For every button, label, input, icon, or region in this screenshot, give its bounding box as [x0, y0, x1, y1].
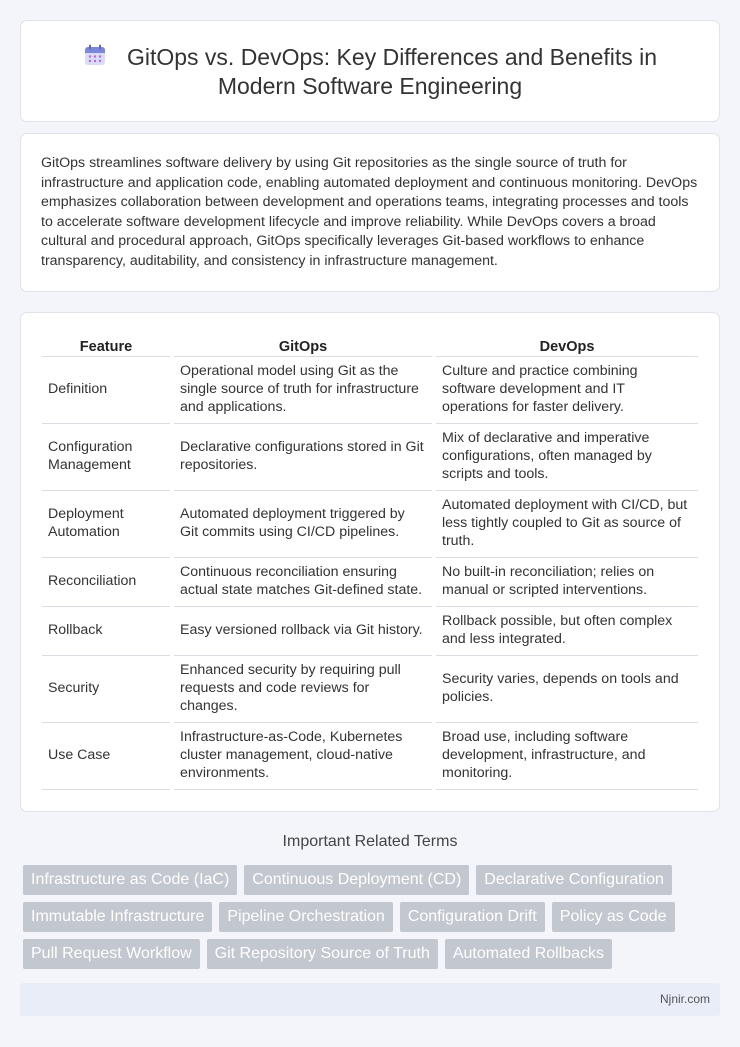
- related-terms-list: [23, 865, 723, 976]
- comparison-table: [42, 333, 698, 790]
- gitops-cell: Continuous reconciliation ensuring actual state matches Git-defined state.: [174, 558, 432, 607]
- tag-row: [23, 902, 723, 932]
- devops-cell: Culture and practice combining software development and IT operations for faster delivery.: [436, 357, 698, 424]
- feature-cell: Security: [42, 656, 170, 723]
- tag-pull-request-workflow[interactable]: Pull Request Workflow: [23, 939, 200, 969]
- table-row: [42, 723, 698, 790]
- gitops-cell: Operational model using Git as the single source of truth for infrastructure and applications.: [174, 357, 432, 424]
- tag-continuous-deployment[interactable]: Continuous Deployment (CD): [244, 865, 469, 895]
- footer-site-link[interactable]: Njnir.com: [659, 992, 710, 1006]
- table-row: [42, 607, 698, 656]
- tag-pipeline-orchestration[interactable]: Pipeline Orchestration: [219, 902, 392, 932]
- table-row: [42, 656, 698, 723]
- tag-declarative-configuration[interactable]: Declarative Configuration: [476, 865, 672, 895]
- devops-cell: Mix of declarative and imperative configurations, often managed by scripts and tools.: [436, 424, 698, 491]
- header-devops: DevOps: [436, 333, 698, 357]
- intro-paragraph: GitOps streamlines software delivery by using Git repositories as the single source of truth for infrastructure and application code, enabling automated deployment and continuous monitoring. DevOps emphasizes collaboration between development and operations teams, integrating processes and tools to accelerate software development lifecycle and improve reliability. While DevOps covers a broad cultural and procedural approach, GitOps specifically leverages Git-based workflows to enhance transparency, auditability, and consistency in infrastructure management.: [41, 155, 698, 269]
- devops-cell: Rollback possible, but often complex and less integrated.: [436, 607, 698, 656]
- tag-infrastructure-as-code[interactable]: Infrastructure as Code (IaC): [23, 865, 237, 895]
- comparison-card: [20, 312, 720, 812]
- tag-automated-rollbacks[interactable]: Automated Rollbacks: [445, 939, 612, 969]
- page-title-text: GitOps vs. DevOps: Key Differences and Benefits in Modern Software Engineering: [126, 44, 658, 99]
- feature-cell: Configuration Management: [42, 424, 170, 491]
- footer: [20, 983, 720, 1016]
- tag-row: [23, 865, 723, 895]
- feature-cell: Reconciliation: [42, 558, 170, 607]
- devops-cell: Broad use, including software development, infrastructure, and monitoring.: [436, 723, 698, 790]
- title-card: [20, 20, 720, 122]
- page-title: [61, 43, 679, 101]
- calendar-icon: [83, 43, 107, 67]
- devops-cell: Automated deployment with CI/CD, but less tightly coupled to Git as source of truth.: [436, 491, 698, 558]
- tag-configuration-drift[interactable]: Configuration Drift: [400, 902, 545, 932]
- feature-cell: Deployment Automation: [42, 491, 170, 558]
- tag-row: [23, 939, 723, 969]
- table-row: [42, 491, 698, 558]
- header-feature: Feature: [42, 333, 170, 357]
- feature-cell: Use Case: [42, 723, 170, 790]
- header-gitops: GitOps: [174, 333, 432, 357]
- gitops-cell: Declarative configurations stored in Git repositories.: [174, 424, 432, 491]
- table-row: [42, 357, 698, 424]
- devops-cell: No built-in reconciliation; relies on manual or scripted interventions.: [436, 558, 698, 607]
- gitops-cell: Easy versioned rollback via Git history.: [174, 607, 432, 656]
- table-row: [42, 558, 698, 607]
- gitops-cell: Automated deployment triggered by Git commits using CI/CD pipelines.: [174, 491, 432, 558]
- related-terms-title: Important Related Terms: [282, 833, 458, 850]
- tag-git-repository-source-of-truth[interactable]: Git Repository Source of Truth: [207, 939, 438, 969]
- feature-cell: Rollback: [42, 607, 170, 656]
- tag-policy-as-code[interactable]: Policy as Code: [552, 902, 675, 932]
- tag-immutable-infrastructure[interactable]: Immutable Infrastructure: [23, 902, 212, 932]
- table-header-row: [42, 333, 698, 357]
- intro-card: [20, 133, 720, 292]
- table-row: [42, 424, 698, 491]
- gitops-cell: Enhanced security by requiring pull requests and code reviews for changes.: [174, 656, 432, 723]
- feature-cell: Definition: [42, 357, 170, 424]
- devops-cell: Security varies, depends on tools and policies.: [436, 656, 698, 723]
- gitops-cell: Infrastructure-as-Code, Kubernetes cluster management, cloud-native environments.: [174, 723, 432, 790]
